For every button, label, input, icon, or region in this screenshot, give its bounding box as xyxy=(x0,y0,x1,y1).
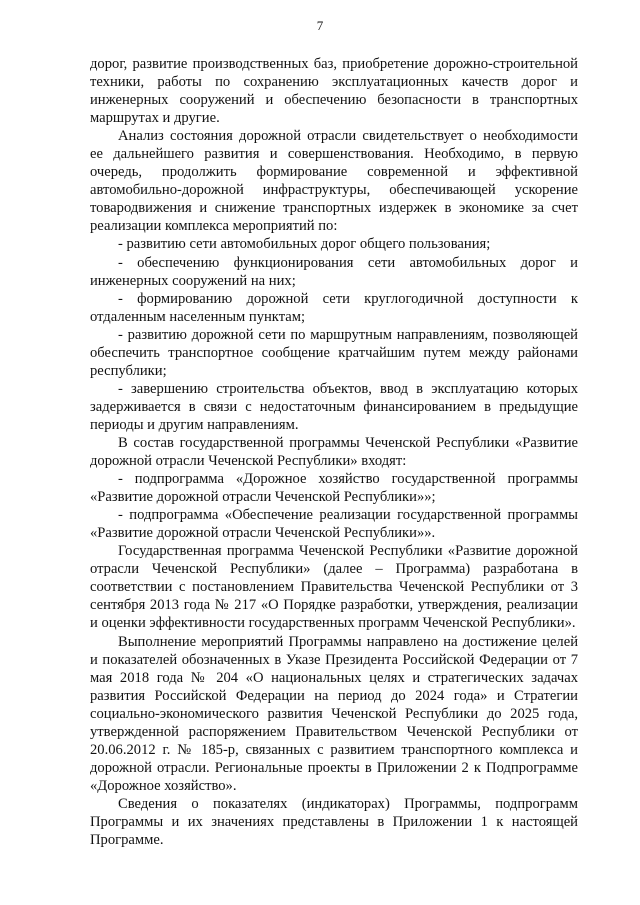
paragraph: В состав государственной программы Чеченской Республики «Развитие дорожной отрасли Чеченской Республики» входят: xyxy=(90,434,578,470)
list-item: - обеспечению функционирования сети автомобильных дорог и инженерных сооружений на них; xyxy=(90,254,578,289)
list-item: - завершению строительства объектов, ввод в эксплуатацию которых задерживается в связи с недостаточным финансированием в предыдущие периоды и другим направлениям. xyxy=(90,380,578,433)
page-number: 7 xyxy=(316,18,324,33)
paragraph: Анализ состояния дорожной отрасли свидетельствует о необходимости ее дальнейшего развития и совершенствования. Необходимо, в первую очередь, продолжить формирование современной и эффективной автомобильно-дорожной инфраструктуры, обеспечивающей ускорение товародвижения и снижение транспортных издержек в экономике за счет реализации комплекса мероприятий по: xyxy=(90,128,578,235)
list-item: - формированию дорожной сети круглогодичной доступности к отдаленным населенным пунктам; xyxy=(90,290,578,325)
list-item: - подпрограмма «Обеспечение реализации государственной программы «Развитие дорожной отрасли Чеченской Республики»». xyxy=(90,507,578,542)
list-item: - развитию дорожной сети по маршрутным направлениям, позволяющей обеспечить транспортное сообщение кратчайшим путем между районами республики; xyxy=(90,326,578,379)
list-item: - развитию сети автомобильных дорог общего пользования; xyxy=(118,236,491,253)
document-body xyxy=(90,55,578,849)
paragraph: Выполнение мероприятий Программы направлено на достижение целей и показателей обозначенных в Указе Президента Российской Федерации от 7 мая 2018 года № 204 «О национальных целях и стратегических задачах развития Российской Федерации на период до 2024 года» и Стратегии социально-экономического развития Чеченской Республики до 2025 года, утвержденной распоряжением Правительством Чеченской Республики от 20.06.2012 г. № 185-р, связанных с развитием транспортного комплекса и дорожной отрасли. Региональные проекты в Приложении 2 к Подпрограмме «Дорожное хозяйство». xyxy=(90,633,578,794)
paragraph: Сведения о показателях (индикаторах) Программы, подпрограмм Программы и их значениях представлены в Приложении 1 к настоящей Программе. xyxy=(90,795,578,849)
paragraph: Государственная программа Чеченской Республики «Развитие дорожной отрасли Чеченской Республики» (далее – Программа) разработана в соответствии с постановлением Правительства Чеченской Республики от 3 сентября 2013 года № 217 «О Порядке разработки, утверждения, реализации и оценки эффективности государственных программ Чеченской Республики». xyxy=(90,543,578,632)
paragraph: дорог, развитие производственных баз, приобретение дорожно-строительной техники, работы по сохранению эксплуатационных качеств дорог и инженерных сооружений и обеспечению безопасности в транспортных маршрутах и другие. xyxy=(90,56,578,127)
list-item: - подпрограмма «Дорожное хозяйство государственной программы «Развитие дорожной отрасли Чеченской Республики»»; xyxy=(90,471,578,506)
